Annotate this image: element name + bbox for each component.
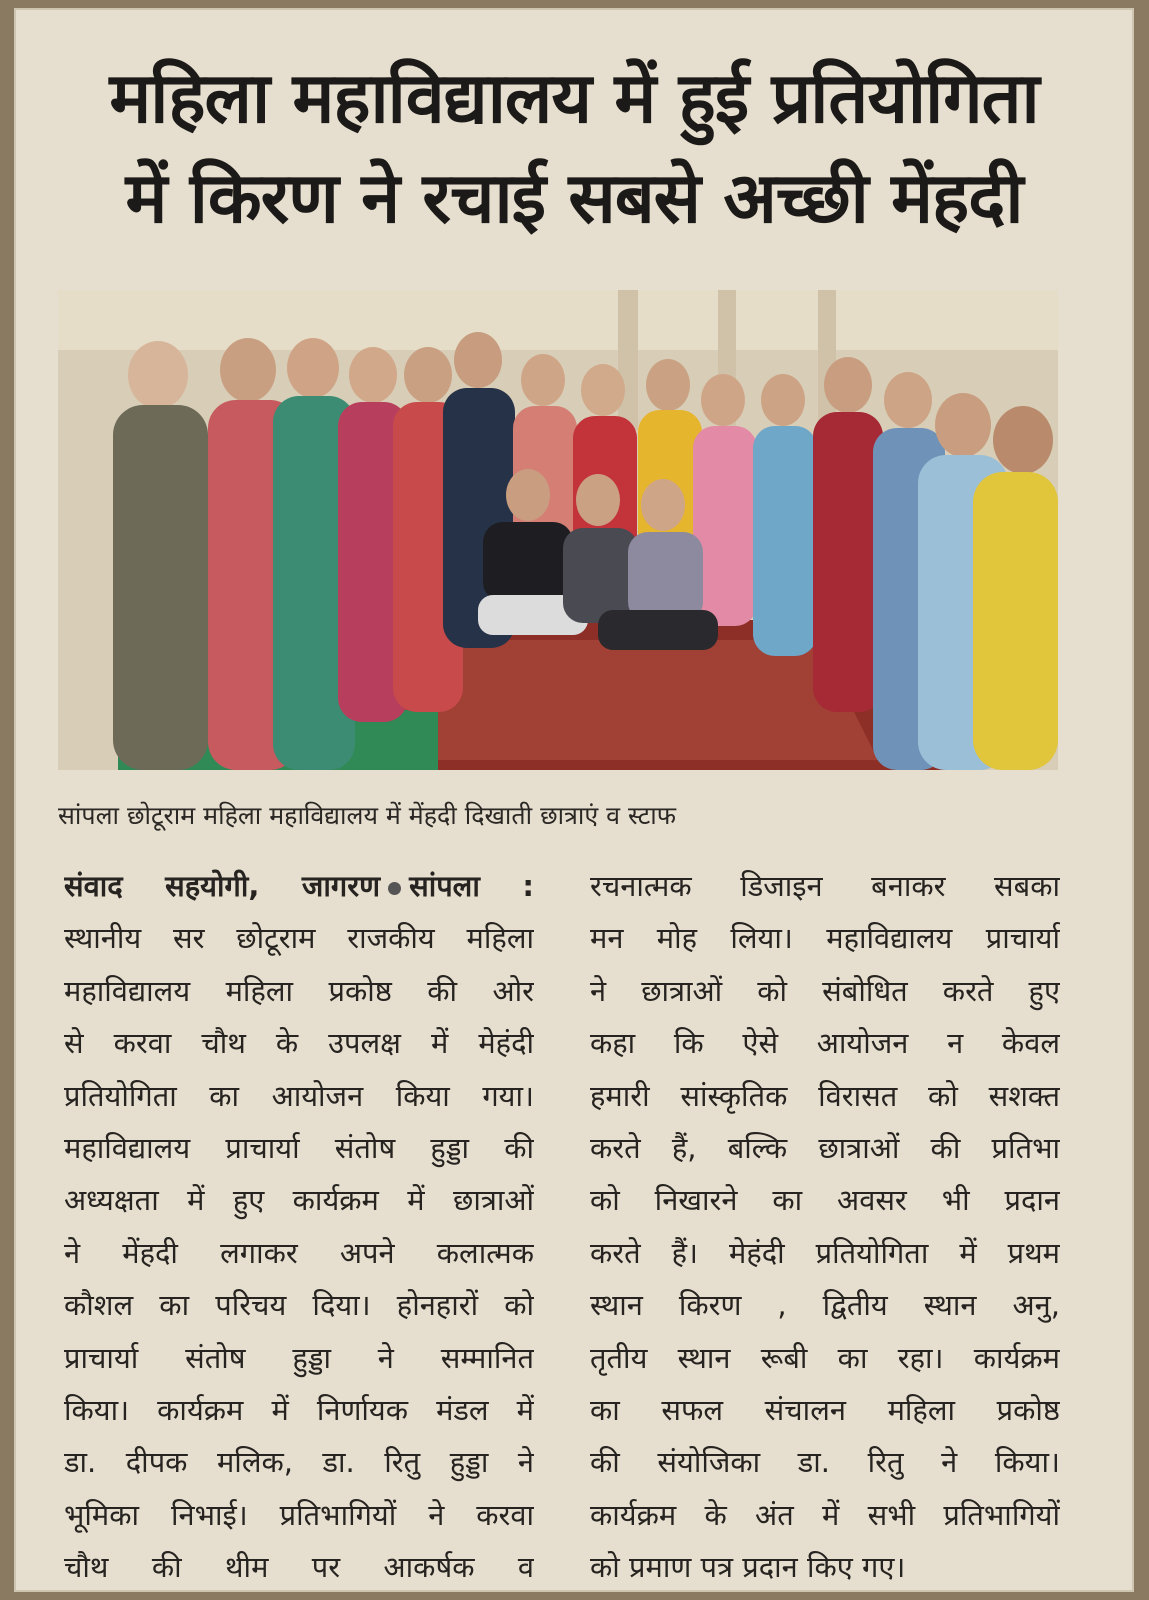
article-line: अध्यक्षता में हुए कार्यक्रम में छात्राओं [64,1183,534,1218]
article-line: का सफल संचालन महिला प्रकोष्ठ [590,1392,1060,1427]
byline-place: सांपला : [409,869,534,903]
article-line: प्रतियोगिता का आयोजन किया गया। [64,1078,534,1113]
byline-author: संवाद सहयोगी, जागरण [64,869,381,903]
article-line: प्राचार्या संतोष हुड्डा ने सम्मानित [64,1340,534,1375]
article-right-column [590,860,1060,1593]
group-photo-illustration [58,290,1058,770]
article-line: को प्रमाण पत्र प्रदान किए गए। [590,1550,906,1585]
article-line: कार्यक्रम के अंत में सभी प्रतिभागियों [590,1497,1060,1532]
article-line: स्थान किरण , द्वितीय स्थान अनु, [590,1288,1060,1323]
article-line: को निखारने का अवसर भी प्रदान [590,1183,1060,1218]
headline [54,48,1094,248]
article-line: करते हैं। मेहंदी प्रतियोगिता में प्रथम [590,1235,1060,1270]
article-line: कहा कि ऐसे आयोजन न केवल [590,1026,1060,1061]
article-line: स्थानीय सर छोटूराम राजकीय महिला [64,921,534,956]
article-line: ने मेंहदी लगाकर अपने कलात्मक [64,1235,534,1270]
article-line: डा. दीपक मलिक, डा. रितु हुड्डा ने [64,1445,534,1480]
article-line: किया। कार्यक्रम में निर्णायक मंडल में [64,1392,534,1427]
article-line: तृतीय स्थान रूबी का रहा। कार्यक्रम [590,1340,1060,1375]
article-line: महाविद्यालय महिला प्रकोष्ठ की ओर [64,973,534,1008]
article-left-column [64,860,534,1593]
headline-line-1: महिला महाविद्यालय में हुई प्रतियोगिता [109,57,1039,139]
photo-caption: सांपला छोटूराम महिला महाविद्यालय में मेंहदी दिखाती छात्राएं व स्टाफ [58,801,677,830]
article-line: की संयोजिका डा. रितु ने किया। [590,1445,1060,1480]
article-line: से करवा चौथ के उपलक्ष में मेहंदी [64,1026,534,1061]
headline-line-2: में किरण ने रचाई सबसे अच्छी मेंहदी [125,157,1023,239]
article-line: महाविद्यालय प्राचार्या संतोष हुड्डा की [64,1130,534,1165]
bullet-icon [388,882,401,895]
article-line: करते हैं, बल्कि छात्राओं की प्रतिभा [590,1130,1060,1165]
article-line: मन मोह लिया। महाविद्यालय प्राचार्या [590,921,1060,956]
byline [64,860,534,912]
group-photo [58,290,1058,770]
article-line: भूमिका निभाई। प्रतिभागियों ने करवा [64,1497,534,1532]
article-line: ने छात्राओं को संबोधित करते हुए [590,973,1060,1008]
article-line: चौथ की थीम पर आकर्षक व [64,1550,534,1585]
article-line: रचनात्मक डिजाइन बनाकर सबका [590,869,1060,903]
article-line: हमारी सांस्कृतिक विरासत को सशक्त [590,1078,1060,1113]
article-line: कौशल का परिचय दिया। होनहारों को [64,1288,534,1323]
